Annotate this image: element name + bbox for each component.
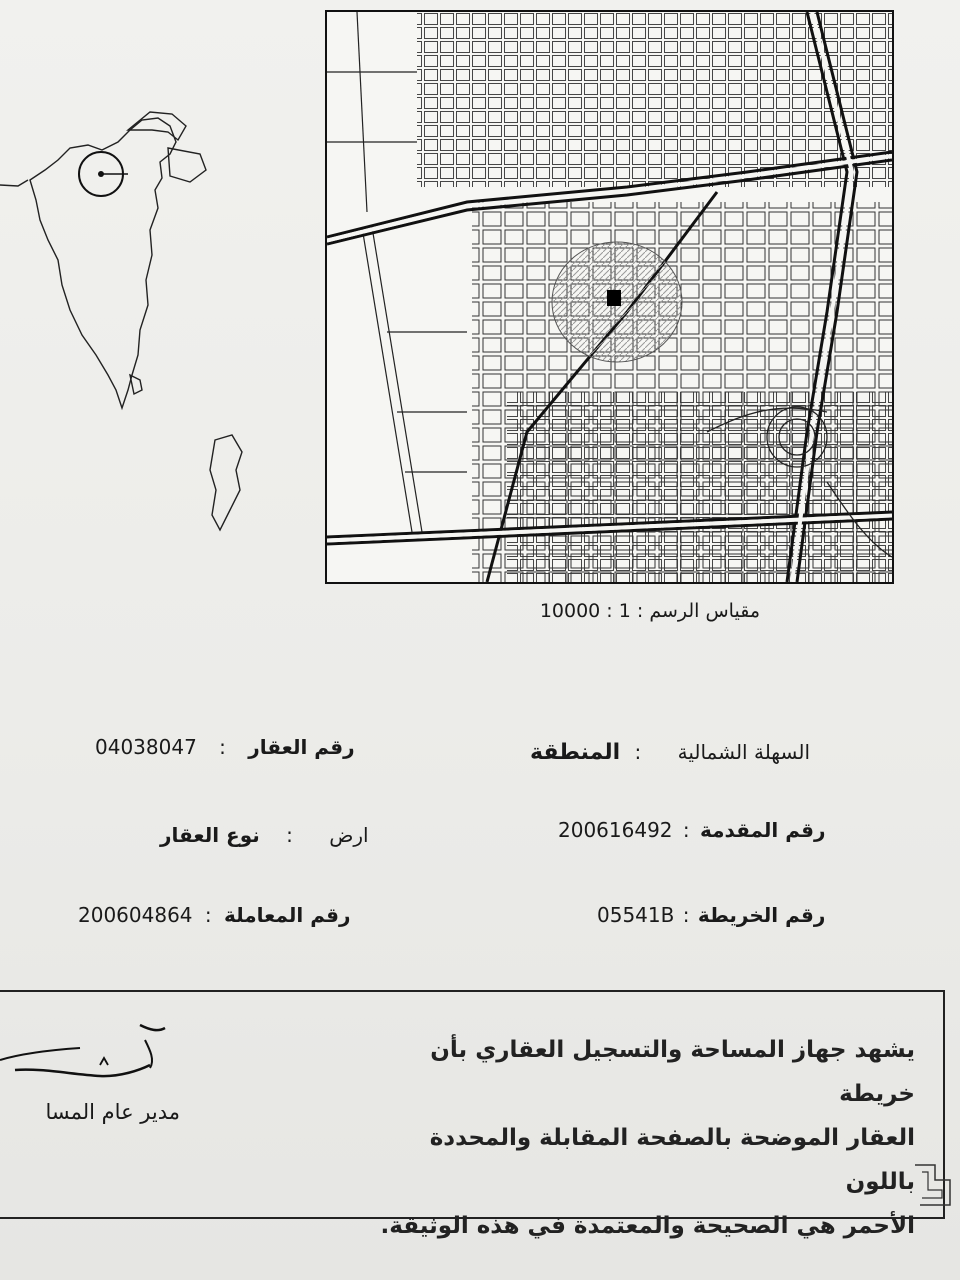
region-row: السهلة الشمالية : المنطقة (530, 740, 811, 765)
cert-line: الأحمر هي الصحيحة والمعتمدة في هذه الوثيقة. (380, 1213, 915, 1239)
cert-line: يشهد جهاز المساحة والتسجيل العقاري بأن خريطة (430, 1037, 915, 1107)
map-scale (470, 600, 760, 622)
region-value: السهلة الشمالية (677, 740, 811, 764)
property-number-label: رقم العقار (248, 735, 355, 759)
submission-number-row: 200616492 : رقم المقدمة (558, 818, 826, 842)
property-type-row: ارض : نوع العقار (160, 823, 369, 847)
submission-number-label: رقم المقدمة (700, 818, 826, 842)
submission-number-value: 200616492 (558, 818, 673, 842)
scale-value: 10000 : 1 (539, 600, 631, 622)
transaction-number-row: 200604864 : رقم المعاملة (78, 903, 351, 927)
property-number-row: 04038047 : رقم العقار (95, 735, 355, 759)
ornament-corner-icon (910, 1160, 960, 1220)
location-inset-map (0, 90, 270, 560)
transaction-number-value: 200604864 (78, 903, 193, 927)
map-number-value: 05541B (597, 903, 675, 927)
transaction-number-label: رقم المعاملة (224, 903, 351, 927)
region-label: المنطقة (530, 740, 621, 765)
property-number-value: 04038047 (95, 735, 197, 759)
certification-text (375, 1028, 915, 1248)
map-number-label: رقم الخريطة (697, 903, 826, 927)
scale-label: مقياس الرسم : (636, 600, 760, 622)
map-number-row: 05541B : رقم الخريطة (597, 903, 826, 927)
cadastral-map (325, 10, 894, 584)
street-grid (327, 12, 892, 582)
property-type-value: ارض (329, 823, 369, 847)
cert-line: العقار الموضحة بالصفحة المقابلة والمحددة باللون (429, 1125, 915, 1195)
signatory-title: مدير عام المسا (45, 1100, 180, 1124)
property-type-label: نوع العقار (160, 823, 260, 847)
location-marker-icon (79, 152, 128, 196)
selected-parcel-icon (607, 290, 621, 306)
